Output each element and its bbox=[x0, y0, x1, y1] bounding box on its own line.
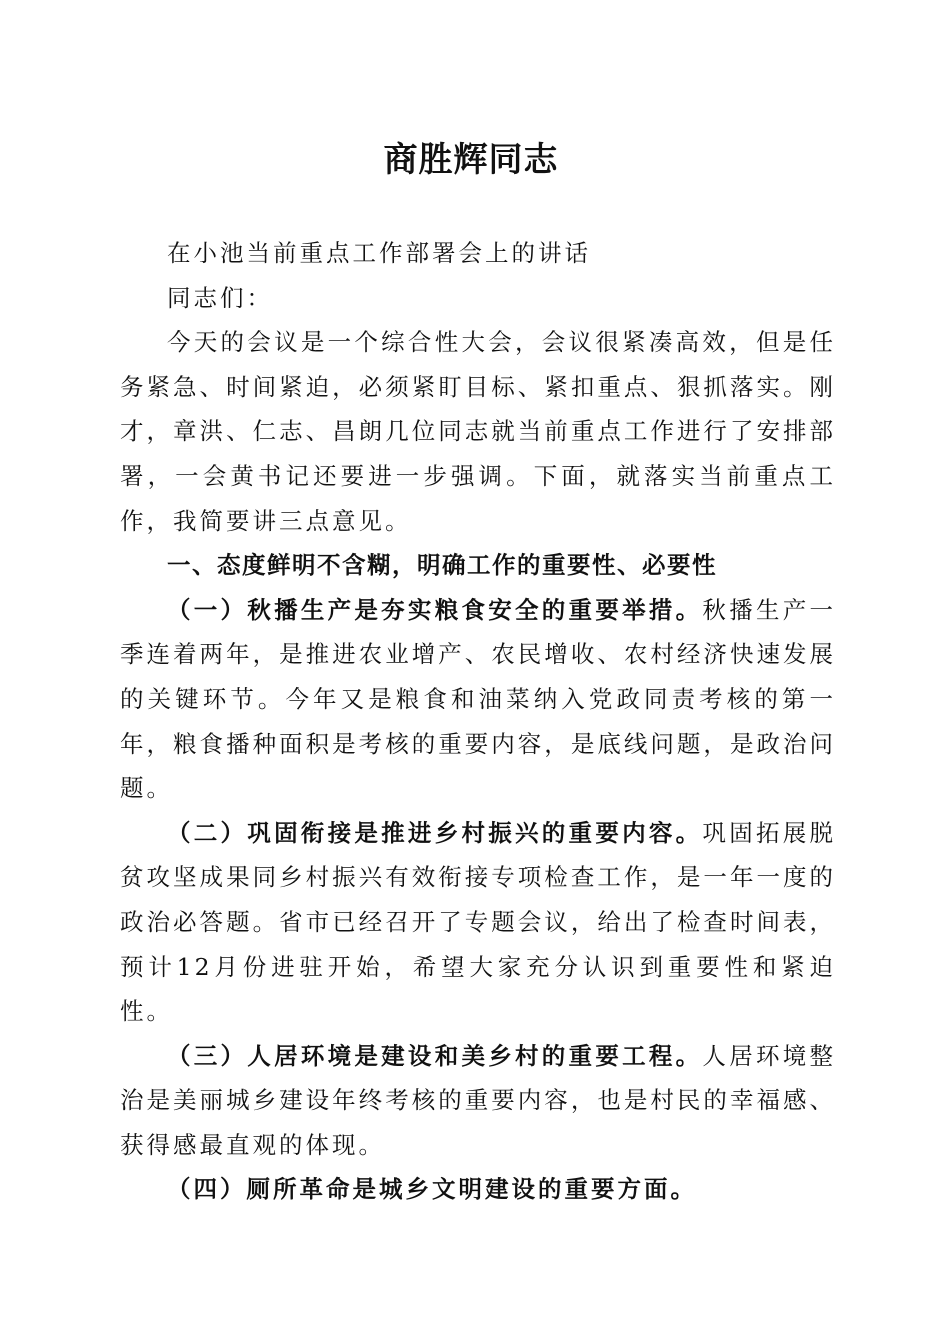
list-item bbox=[120, 811, 836, 1034]
section-heading: 一、态度鲜明不含糊，明确工作的重要性、必要性 bbox=[167, 551, 717, 580]
item-body: 人居环境整治是美丽城乡建设年终考核的重要内容，也是村民的幸福感、获得感最直观的体现。 bbox=[120, 1041, 837, 1159]
item-heading: （四）厕所革命是城乡文明建设的重要方面。 bbox=[167, 1175, 697, 1204]
document-title: 商胜辉同志 bbox=[383, 140, 559, 180]
intro-paragraph: 今天的会议是一个综合性大会，会议很紧凑高效，但是任务紧急、时间紧迫，必须紧盯目标、紧扣重点、狠抓落实。刚才，章洪、仁志、昌朗几位同志就当前重点工作进行了安排部署，一会黄书记还要进一步强调。下面，就落实当前重点工作，我简要讲三点意见。 bbox=[120, 328, 836, 535]
speech-subtitle: 在小池当前重点工作部署会上的讲话 bbox=[167, 239, 591, 267]
item-heading: （一）秋播生产是夯实粮食安全的重要举措。 bbox=[167, 595, 703, 624]
list-item bbox=[120, 588, 836, 811]
list-item bbox=[120, 1167, 836, 1212]
list-item bbox=[120, 1034, 836, 1168]
item-body: 秋播生产一季连着两年，是推进农业增产、农民增收、农村经济快速发展的关键环节。今年又是粮食和油菜纳入党政同责考核的第一年，粮食播种面积是考核的重要内容，是底线问题，是政治问题。 bbox=[120, 595, 837, 803]
salutation: 同志们： bbox=[167, 283, 273, 312]
item-body: 巩固拓展脱贫攻坚成果同乡村振兴有效衔接专项检查工作，是一年一度的政治必答题。省市已经召开了专题会议，给出了检查时间表，预计12月份进驻开始，希望大家充分认识到重要性和紧迫性。 bbox=[120, 818, 837, 1026]
item-heading: （二）巩固衔接是推进乡村振兴的重要内容。 bbox=[167, 818, 703, 847]
item-heading: （三）人居环境是建设和美乡村的重要工程。 bbox=[167, 1041, 703, 1070]
document-body bbox=[120, 231, 836, 1212]
